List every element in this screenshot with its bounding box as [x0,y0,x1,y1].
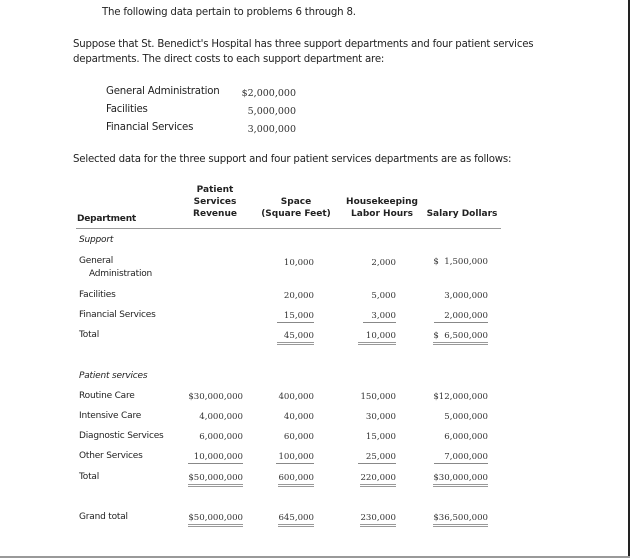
cell-salary: $12,000,000 [433,392,488,402]
direct-cost-value: $2,000,000 [241,88,296,99]
row-name: Grand total [79,512,128,522]
cell-salary: 7,000,000 [434,452,488,464]
direct-cost-value: 5,000,000 [247,106,296,117]
cell-salary: 2,000,000 [434,311,488,323]
cell-space: 15,000 [277,311,314,323]
header-line: Housekeeping [346,197,418,207]
cell-space: 600,000 [278,473,314,487]
header-line: Patient [196,185,234,195]
header-line: Revenue [193,209,237,219]
row-name: Intensive Care [79,411,142,421]
paragraph-line-2: departments. The direct costs to each support department are: [73,54,385,65]
cell-revenue: $30,000,000 [188,392,243,402]
cell-space: 45,000 [277,331,314,345]
cell-revenue: $50,000,000 [188,473,243,487]
header-rule [76,228,501,229]
header-line: Services [193,197,237,207]
direct-cost-value: 3,000,000 [247,124,296,135]
direct-cost-name: Financial Services [106,122,194,133]
cell-salary: 6,000,000 [444,432,488,442]
cell-salary: 3,000,000 [444,291,488,301]
header-housekeeping [342,196,422,220]
row-name: Facilities [79,290,116,300]
cell-space: 100,000 [278,452,314,462]
row-name: Routine Care [79,391,135,401]
cell-hours: 150,000 [360,392,396,402]
cell-revenue: 4,000,000 [199,412,243,422]
cell-hours: 10,000 [358,331,396,345]
row-name: Total [79,472,100,482]
section-patient-services: Patient services [79,371,148,381]
paragraph-line-1: Suppose that St. Benedict's Hospital has three support departments and four patient services [73,39,534,50]
intro-text: The following data pertain to problems 6 through 8. [102,7,356,18]
cell-hours: 30,000 [365,412,396,422]
cell-space: 645,000 [278,513,314,527]
cell-revenue: 6,000,000 [199,432,243,442]
cell-hours: 25,000 [358,452,396,464]
cell-hours: 5,000 [371,291,396,301]
cell-hours: 15,000 [365,432,396,442]
direct-cost-name: General Administration [106,86,220,97]
cell-space: 10,000 [283,258,314,268]
header-line: Labor Hours [351,209,413,219]
cell-salary: $ 6,500,000 [433,331,488,345]
cell-salary: 5,000,000 [444,412,488,422]
cell-hours: 3,000 [363,311,396,323]
cell-space: 60,000 [283,432,314,442]
row-name: Other Services [79,451,143,461]
cell-salary: $30,000,000 [433,473,488,487]
cell-hours: 220,000 [360,473,396,487]
cell-salary: $ 1,500,000 [433,257,488,267]
cell-revenue: $50,000,000 [188,513,243,527]
cell-space: 20,000 [283,291,314,301]
header-revenue [180,184,250,220]
row-name: Diagnostic Services [79,431,164,441]
cell-hours: 230,000 [360,513,396,527]
cell-space: 400,000 [278,392,314,402]
row-name: General [79,256,114,266]
cell-hours: 2,000 [371,258,396,268]
header-salary: Salary Dollars [426,209,498,219]
cell-revenue: 10,000,000 [188,452,243,464]
direct-cost-name: Facilities [106,104,148,115]
selected-data-text: Selected data for the three support and four patient services departments are as follows: [73,154,512,165]
header-line: Space [280,197,312,207]
row-name: Total [79,330,100,340]
header-department: Department [77,214,137,224]
page-border-bottom [0,556,630,558]
cell-salary: $36,500,000 [433,513,488,527]
row-name-cont: Administration [89,269,153,279]
header-space [256,196,336,220]
header-line: (Square Feet) [261,209,331,219]
cell-space: 40,000 [283,412,314,422]
section-support: Support [79,235,114,245]
row-name: Financial Services [79,310,156,320]
